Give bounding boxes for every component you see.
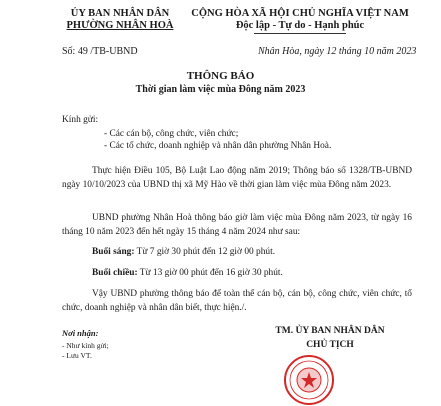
body-paragraph-1: Thực hiện Điều 105, Bộ Luật Lao động năm 2019; Thông báo số 1328/TB-UBND ngày 10/10/2023 của UBND thị xã Mỹ Hào về thời gian làm việc mùa Đông năm 2023. bbox=[62, 166, 412, 190]
recipients-label: Kính gửi: bbox=[62, 115, 99, 125]
receiver-item: - Lưu VT. bbox=[62, 351, 92, 360]
body-paragraph-2: UBND phường Nhân Hoà thông báo giờ làm việc mùa Đông năm 2023, từ ngày 16 tháng 10 năm 2023 đến hết ngày 15 tháng 4 năm 2024 như sau: bbox=[62, 213, 412, 237]
recipient-item: - Các cán bộ, công chức, viên chức; bbox=[104, 129, 239, 139]
body-paragraph-3: Vậy UBND phường thông báo để toàn thể cán bộ, cán bộ, công chức, viên chức, tổ chức, doanh nghiệp và nhân dân biết, thực hiện./. bbox=[62, 289, 412, 313]
official-seal-icon bbox=[283, 354, 335, 406]
receiver-item: - Như kính gửi; bbox=[62, 341, 109, 350]
document-subtitle: Thời gian làm việc mùa Đông năm 2023 bbox=[135, 84, 306, 95]
national-motto: Độc lập - Tự do - Hạnh phúc bbox=[235, 20, 365, 31]
afternoon-text: Từ 13 giờ 00 phút đến 16 giờ 30 phút. bbox=[137, 268, 283, 278]
agency-name-line1: ỦY BAN NHÂN DÂN bbox=[70, 8, 170, 19]
afternoon-label: Buổi chiều: bbox=[92, 268, 138, 278]
morning-label: Buổi sáng: bbox=[92, 247, 135, 257]
recipient-item: - Các tổ chức, doanh nghiệp và nhân dân phường Nhân Hoà. bbox=[104, 141, 332, 151]
signature-role: CHỦ TỊCH bbox=[306, 340, 354, 350]
document-number: Số: 49 /TB-UBND bbox=[62, 46, 138, 57]
morning-text: Từ 7 giờ 30 phút đến 12 giờ 00 phút. bbox=[134, 247, 276, 257]
place-date: Nhân Hòa, ngày 12 tháng 10 năm 2023 bbox=[258, 46, 417, 57]
national-title: CỘNG HÒA XÃ HỘI CHỦ NGHĨA VIỆT NAM bbox=[191, 8, 409, 19]
agency-name-line2: PHƯỜNG NHÂN HOÀ bbox=[66, 20, 174, 31]
document-title: THÔNG BÁO bbox=[186, 70, 255, 82]
afternoon-hours bbox=[92, 266, 283, 280]
morning-hours bbox=[92, 245, 275, 259]
receivers-label: Nơi nhận: bbox=[62, 328, 99, 338]
signature-title: TM. ỦY BAN NHÂN DÂN bbox=[275, 326, 385, 336]
motto-underline bbox=[254, 33, 346, 34]
